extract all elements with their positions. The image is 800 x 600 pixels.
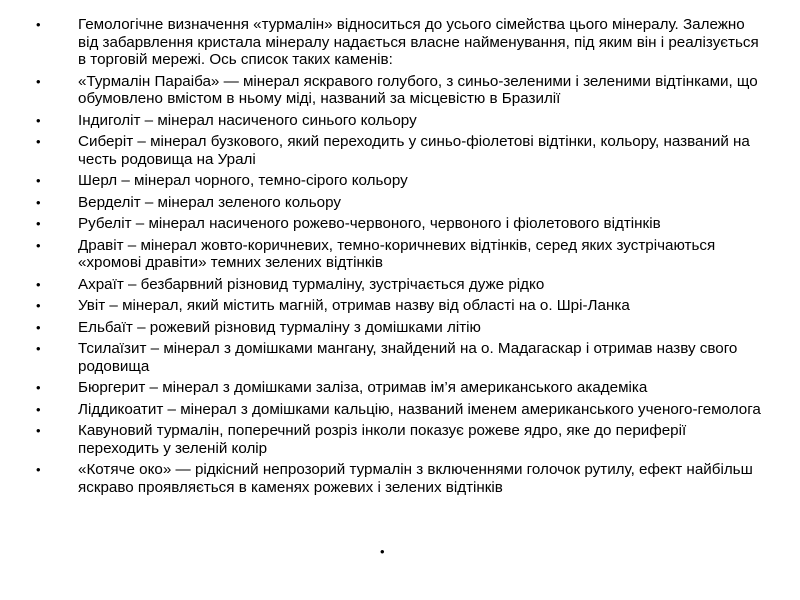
list-item-text: Бюргерит – мінерал з домішками заліза, отримав ім’я американського академіка: [78, 379, 648, 396]
empty-bullet-icon: •: [380, 544, 385, 559]
list-item: [36, 194, 766, 212]
list-item-text: «Котяче око» — рідкісний непрозорий турмалін з включеннями голочок рутилу, ефект найбільш яскраво проявляється в каменях рожевих і зелених відтінків: [78, 461, 753, 496]
list-item-text: Гемологічне визначення «турмалін» відноситься до усього сімейства цього мінералу. Залежно від забарвлення кристала мінералу надається власне найменування, під яким він і реалізується в торговій мережі. Ось список таких каменів:: [78, 16, 759, 68]
bullet-icon: •: [36, 237, 41, 253]
bullet-icon: •: [36, 298, 41, 313]
list-item-text: Ліддикоатит – мінерал з домішками кальцію, названий іменем американського ученого-гемолога: [78, 400, 761, 418]
list-item-text: «Турмалін Параіба» — мінерал яскравого голубого, з синьо-зеленими і зеленими відтінками, що обумовлено вмістом в ньому міді, названий за місцевістю в Бразилії: [78, 72, 758, 107]
list-item: [36, 237, 766, 272]
list-item-text: Шерл – мінерал чорного, темно-сірого кольору: [78, 172, 408, 189]
list-item-text: Тсилаїзит – мінерал з домішками мангану, знайдений на о. Мадагаскар і отримав назву свого родовища: [78, 340, 738, 375]
list-item: [36, 319, 766, 337]
bullet-icon: •: [36, 401, 41, 417]
list-item: [36, 461, 766, 496]
bullet-icon: •: [36, 112, 41, 128]
bullet-icon: •: [36, 462, 41, 477]
list-item-text: Індиголіт – мінерал насиченого синього кольору: [78, 111, 417, 129]
bullet-list: [36, 16, 766, 500]
bullet-icon: •: [36, 319, 41, 335]
list-item: [36, 401, 766, 419]
list-item: [36, 340, 766, 375]
bullet-icon: •: [36, 134, 41, 149]
list-item: [36, 297, 766, 315]
bullet-icon: •: [36, 173, 41, 188]
list-item: [36, 379, 766, 397]
list-item: [36, 16, 766, 69]
bullet-icon: •: [36, 194, 41, 210]
bullet-icon: •: [36, 341, 41, 356]
list-item: [36, 422, 766, 457]
bullet-icon: •: [36, 380, 41, 395]
list-item-text: Рубеліт – мінерал насиченого рожево-червоного, червоного і фіолетового відтінків: [78, 215, 661, 232]
list-item-text: Увіт – мінерал, який містить магній, отримав назву від області на о. Шрі-Ланка: [78, 297, 630, 314]
list-item-text: Кавуновий турмалін, поперечний розріз інколи показує рожеве ядро, яке до периферії переходить у зеленій колір: [78, 422, 687, 457]
list-item: [36, 133, 766, 168]
list-item: [36, 276, 766, 294]
list-item-text: Ельбаїт – рожевий різновид турмаліну з домішками літію: [78, 318, 481, 336]
bullet-icon: •: [36, 423, 41, 438]
list-item-text: Верделіт – мінерал зеленого кольору: [78, 193, 341, 211]
bullet-icon: •: [36, 73, 41, 89]
list-item-text: Сиберіт – мінерал бузкового, який переходить у синьо-фіолетові відтінки, кольору, названий на честь родовища на Уралі: [78, 133, 750, 168]
list-item: [36, 112, 766, 130]
list-item: [36, 215, 766, 233]
list-item-text: Дравіт – мінерал жовто-коричневих, темно-коричневих відтінків, серед яких зустрічаються «хромові дравіти» темних зелених відтінків: [78, 236, 716, 271]
bullet-icon: •: [36, 276, 41, 292]
bullet-icon: •: [36, 17, 41, 32]
list-item: [36, 172, 766, 190]
bullet-icon: •: [36, 216, 41, 231]
list-item: [36, 73, 766, 108]
list-item-text: Ахраїт – безбарвний різновид турмаліну, зустрічається дуже рідко: [78, 275, 545, 293]
